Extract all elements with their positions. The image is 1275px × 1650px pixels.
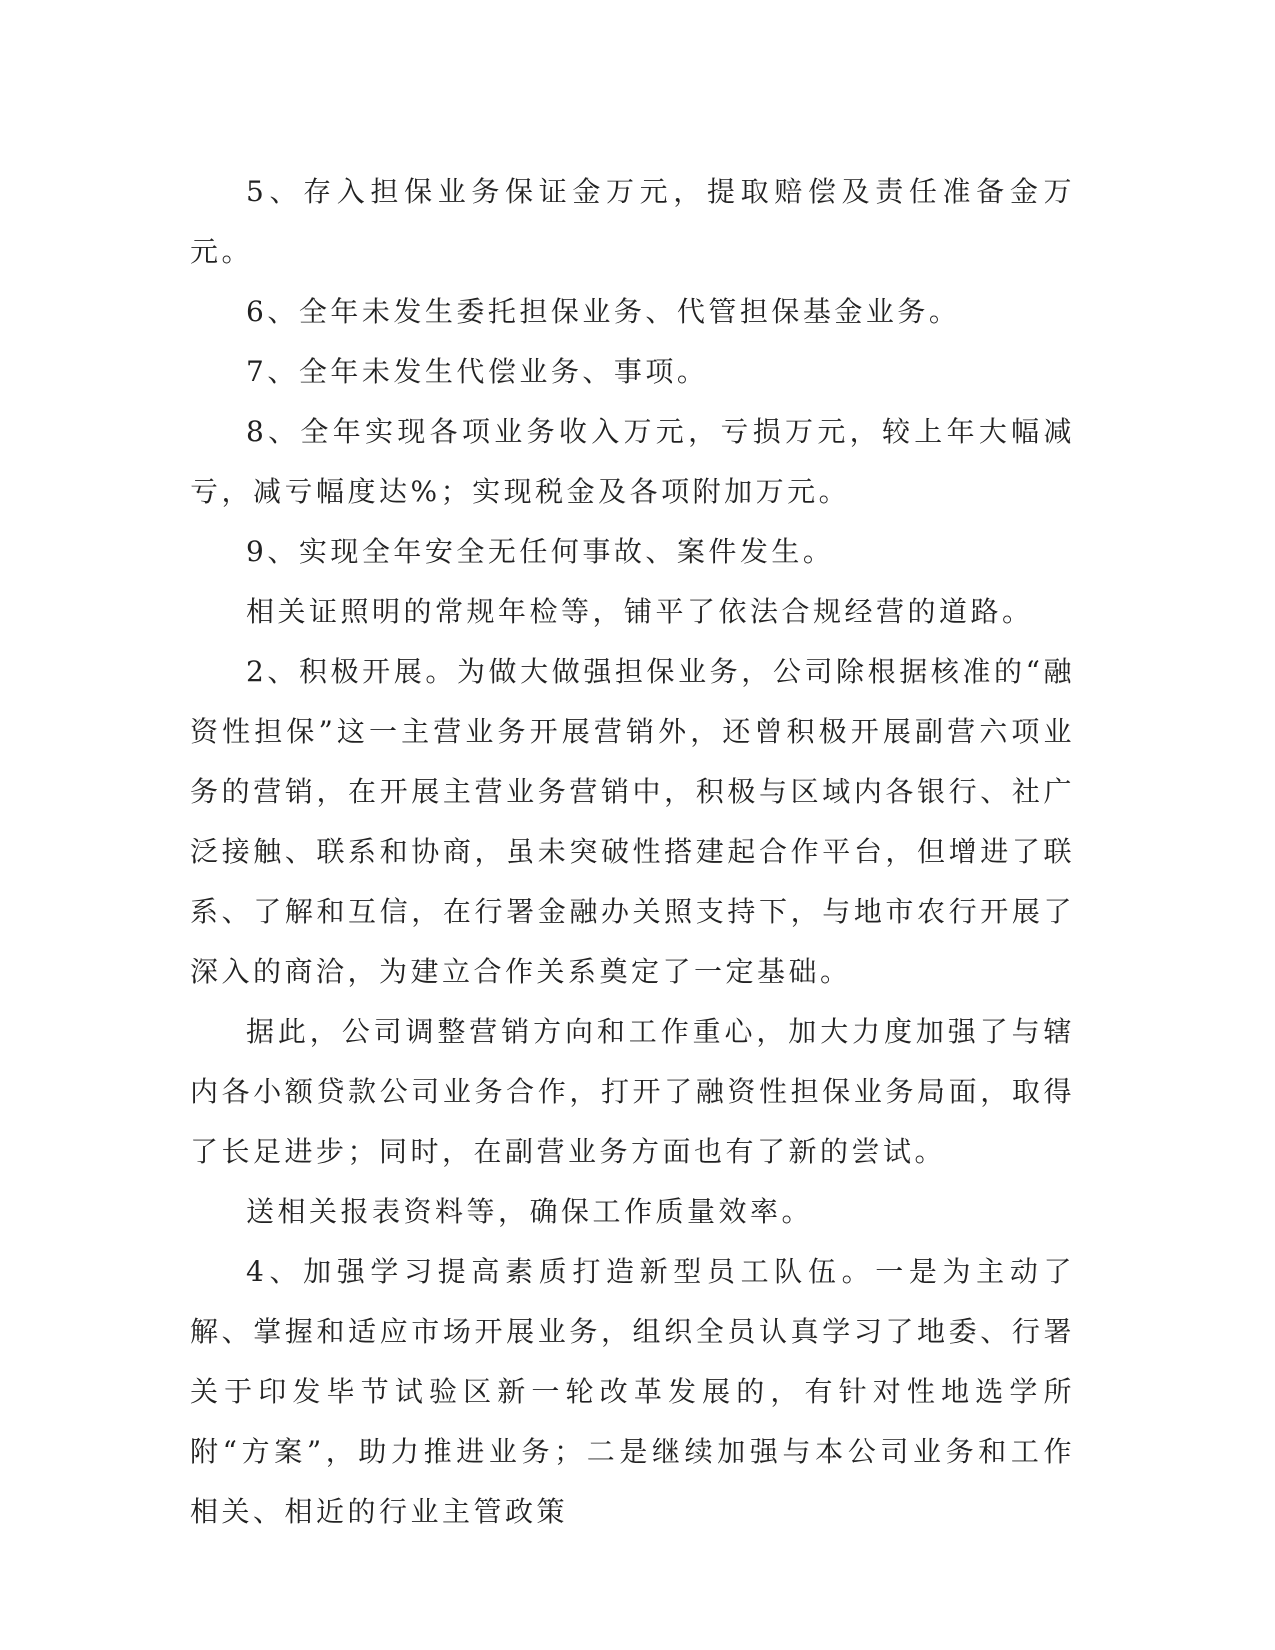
paragraph-adjustment: 据此，公司调整营销方向和工作重心，加大力度加强了与辖内各小额贷款公司业务合作，打开了融资性担保业务局面，取得了长足进步；同时，在副营业务方面也有了新的尝试。 <box>190 1015 1075 1168</box>
paragraph-licenses: 相关证照明的常规年检等，铺平了依法合规经营的道路。 <box>246 595 1034 628</box>
paragraph-item-6: 6、全年未发生委托担保业务、代管担保基金业务。 <box>246 295 961 328</box>
paragraph-item-9: 9、实现全年安全无任何事故、案件发生。 <box>246 535 835 568</box>
document-body <box>190 162 1075 1542</box>
paragraph-item-8: 8、全年实现各项业务收入万元，亏损万元，较上年大幅减亏，减亏幅度达%；实现税金及各项附加万元。 <box>190 415 1075 508</box>
paragraph-item-7: 7、全年未发生代偿业务、事项。 <box>246 355 709 388</box>
paragraph-item-5: 5、存入担保业务保证金万元，提取赔偿及责任准备金万元。 <box>190 175 1075 268</box>
paragraph-item-2: 2、积极开展。为做大做强担保业务，公司除根据核准的“融资性担保”这一主营业务开展营销外，还曾积极开展副营六项业务的营销，在开展主营业务营销中，积极与区域内各银行、社广泛接触、联系和协商，虽未突破性搭建起合作平台，但增进了联系、了解和互信，在行署金融办关照支持下，与地市农行开展了深入的商洽，为建立合作关系奠定了一定基础。 <box>190 655 1075 988</box>
paragraph-reports: 送相关报表资料等，确保工作质量效率。 <box>246 1195 814 1228</box>
paragraph-item-4: 4、加强学习提高素质打造新型员工队伍。一是为主动了解、掌握和适应市场开展业务，组织全员认真学习了地委、行署关于印发毕节试验区新一轮改革发展的，有针对性地选学所附“方案”，助力推进业务；二是继续加强与本公司业务和工作相关、相近的行业主管政策 <box>190 1255 1075 1528</box>
